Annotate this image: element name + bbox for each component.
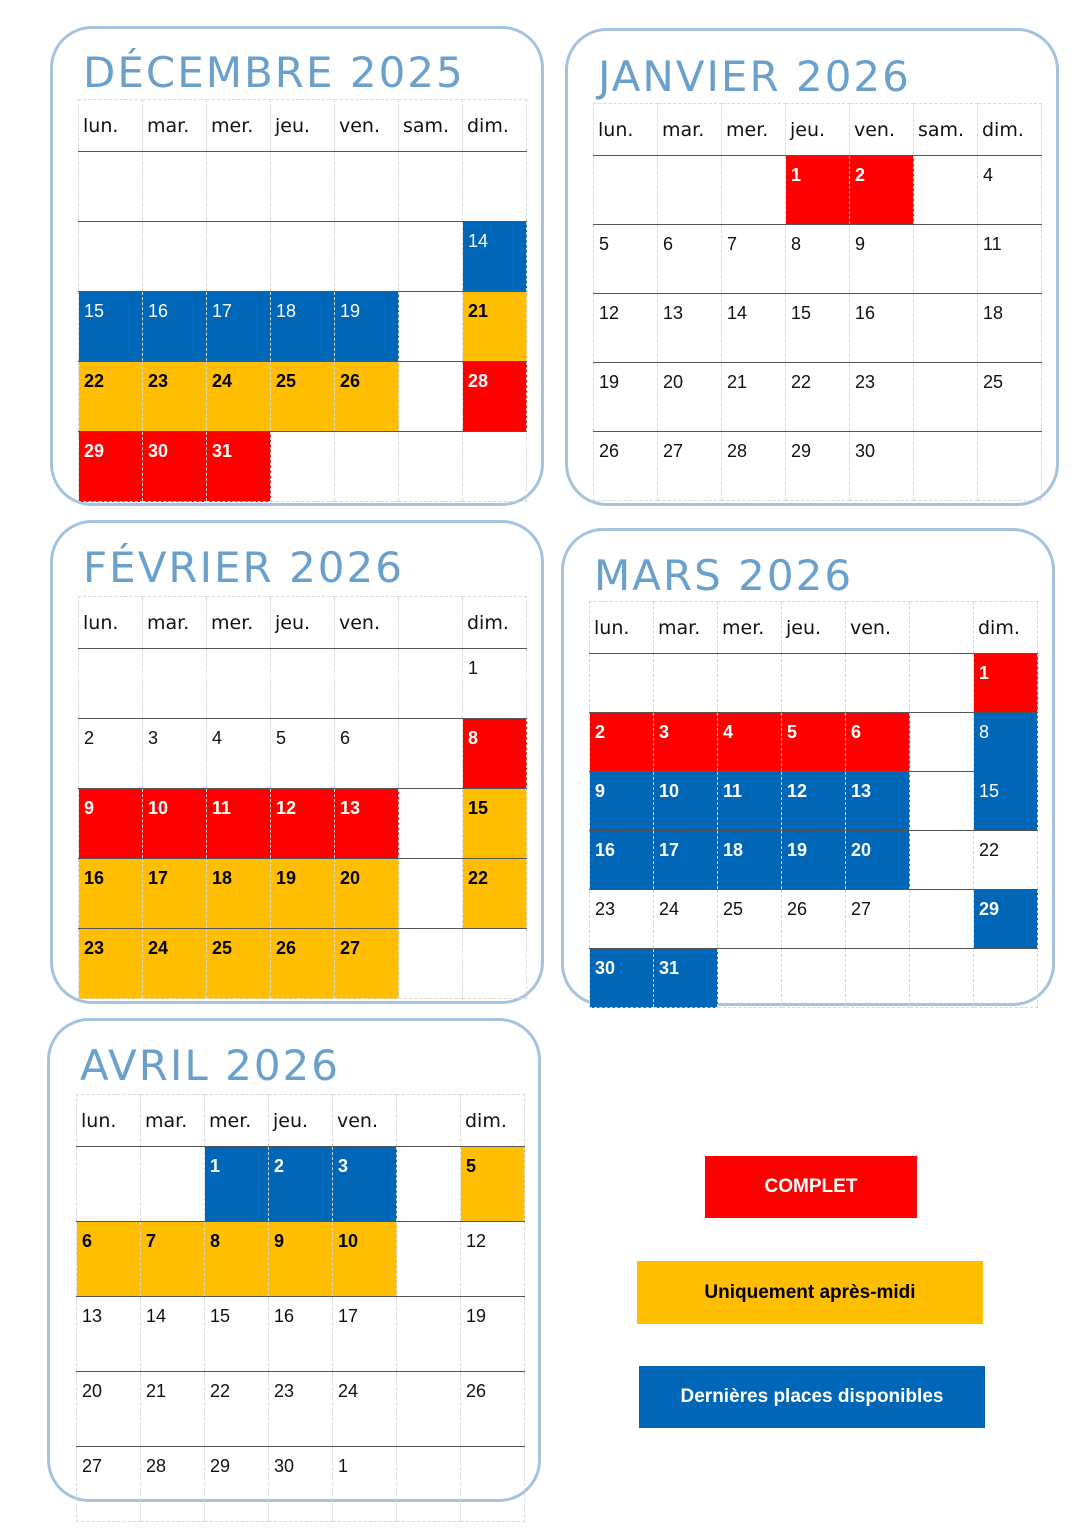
weekday-header: dim. bbox=[974, 602, 1038, 654]
week-row bbox=[77, 1222, 525, 1297]
week-row bbox=[594, 432, 1042, 501]
week-row bbox=[594, 156, 1042, 225]
weekday-header: ven. bbox=[335, 597, 399, 649]
day-cell: 22 bbox=[79, 362, 143, 432]
legend-dernieres-label: Dernières places disponibles bbox=[680, 1386, 944, 1407]
weekday-header: lun. bbox=[79, 597, 143, 649]
day-cell: 5 bbox=[271, 719, 335, 789]
day-cell: 2 bbox=[269, 1147, 333, 1222]
day-cell: 29 bbox=[205, 1447, 269, 1522]
day-cell: 13 bbox=[846, 772, 910, 831]
day-cell: 4 bbox=[207, 719, 271, 789]
day-cell: 1 bbox=[333, 1447, 397, 1522]
empty-day-cell bbox=[914, 363, 978, 432]
day-cell: 20 bbox=[658, 363, 722, 432]
empty-day-cell bbox=[463, 152, 527, 222]
day-cell: 13 bbox=[77, 1297, 141, 1372]
weekday-header: lun. bbox=[79, 100, 143, 152]
day-cell: 21 bbox=[141, 1372, 205, 1447]
week-row bbox=[77, 1297, 525, 1372]
day-cell: 25 bbox=[271, 362, 335, 432]
empty-day-cell bbox=[399, 859, 463, 929]
weekday-header-row bbox=[79, 597, 527, 649]
week-row bbox=[590, 831, 1038, 890]
day-cell: 6 bbox=[846, 713, 910, 772]
empty-day-cell bbox=[77, 1147, 141, 1222]
day-cell: 5 bbox=[594, 225, 658, 294]
day-cell: 1 bbox=[974, 654, 1038, 713]
weekday-header: mer. bbox=[207, 100, 271, 152]
day-cell: 26 bbox=[594, 432, 658, 501]
weekday-header: mar. bbox=[654, 602, 718, 654]
month-card-decembre-2025 bbox=[50, 26, 544, 506]
week-row bbox=[79, 362, 527, 432]
day-cell: 21 bbox=[722, 363, 786, 432]
empty-day-cell bbox=[399, 362, 463, 432]
day-cell: 3 bbox=[143, 719, 207, 789]
day-cell: 28 bbox=[141, 1447, 205, 1522]
day-cell: 16 bbox=[143, 292, 207, 362]
day-cell: 15 bbox=[205, 1297, 269, 1372]
weekday-header: ven. bbox=[846, 602, 910, 654]
empty-day-cell bbox=[914, 432, 978, 501]
day-cell: 28 bbox=[463, 362, 527, 432]
empty-day-cell bbox=[399, 432, 463, 502]
day-cell: 14 bbox=[722, 294, 786, 363]
empty-day-cell bbox=[910, 713, 974, 772]
day-cell: 24 bbox=[143, 929, 207, 999]
weekday-header: jeu. bbox=[782, 602, 846, 654]
empty-day-cell bbox=[397, 1297, 461, 1372]
empty-day-cell bbox=[782, 654, 846, 713]
empty-day-cell bbox=[910, 831, 974, 890]
legend-apres-midi-label: Uniquement après-midi bbox=[704, 1281, 916, 1303]
day-cell: 26 bbox=[782, 890, 846, 949]
day-cell: 23 bbox=[79, 929, 143, 999]
week-row bbox=[79, 649, 527, 719]
week-row bbox=[590, 949, 1038, 1008]
day-cell: 15 bbox=[79, 292, 143, 362]
weekday-header: ven. bbox=[850, 104, 914, 156]
month-card-mars-2026 bbox=[561, 528, 1055, 1006]
day-cell: 16 bbox=[79, 859, 143, 929]
day-cell: 2 bbox=[79, 719, 143, 789]
day-cell: 16 bbox=[850, 294, 914, 363]
empty-day-cell bbox=[335, 222, 399, 292]
empty-day-cell bbox=[910, 890, 974, 949]
empty-day-cell bbox=[658, 156, 722, 225]
day-cell: 14 bbox=[463, 222, 527, 292]
day-cell: 16 bbox=[269, 1297, 333, 1372]
day-cell: 17 bbox=[143, 859, 207, 929]
weekday-header: ven. bbox=[333, 1095, 397, 1147]
day-cell: 27 bbox=[77, 1447, 141, 1522]
weekday-header-row bbox=[590, 602, 1038, 654]
day-cell: 11 bbox=[718, 772, 782, 831]
calendar-grid bbox=[593, 103, 1042, 501]
weekday-header: mer. bbox=[718, 602, 782, 654]
day-cell: 20 bbox=[77, 1372, 141, 1447]
day-cell: 12 bbox=[782, 772, 846, 831]
day-cell: 20 bbox=[846, 831, 910, 890]
weekday-header: ven. bbox=[335, 100, 399, 152]
day-cell: 30 bbox=[269, 1447, 333, 1522]
day-cell: 10 bbox=[143, 789, 207, 859]
day-cell: 25 bbox=[207, 929, 271, 999]
day-cell: 21 bbox=[463, 292, 527, 362]
empty-day-cell bbox=[463, 432, 527, 502]
month-title: FÉVRIER 2026 bbox=[83, 543, 404, 592]
empty-day-cell bbox=[271, 222, 335, 292]
empty-day-cell bbox=[79, 649, 143, 719]
empty-day-cell bbox=[399, 292, 463, 362]
day-cell: 15 bbox=[786, 294, 850, 363]
day-cell: 8 bbox=[786, 225, 850, 294]
empty-day-cell bbox=[910, 654, 974, 713]
day-cell: 15 bbox=[974, 772, 1038, 831]
day-cell: 30 bbox=[143, 432, 207, 502]
day-cell: 9 bbox=[590, 772, 654, 831]
weekday-header-row bbox=[77, 1095, 525, 1147]
empty-day-cell bbox=[397, 1147, 461, 1222]
week-row bbox=[79, 432, 527, 502]
day-cell: 6 bbox=[77, 1222, 141, 1297]
empty-day-cell bbox=[846, 654, 910, 713]
calendar-grid bbox=[78, 99, 527, 502]
weekday-header: lun. bbox=[590, 602, 654, 654]
calendar-grid bbox=[76, 1094, 525, 1522]
day-cell: 7 bbox=[141, 1222, 205, 1297]
day-cell: 22 bbox=[786, 363, 850, 432]
day-cell: 8 bbox=[205, 1222, 269, 1297]
empty-day-cell bbox=[782, 949, 846, 1008]
week-row bbox=[590, 772, 1038, 831]
week-row bbox=[590, 713, 1038, 772]
day-cell: 13 bbox=[335, 789, 399, 859]
day-cell: 24 bbox=[207, 362, 271, 432]
weekday-header-row bbox=[594, 104, 1042, 156]
day-cell: 25 bbox=[978, 363, 1042, 432]
day-cell: 1 bbox=[463, 649, 527, 719]
empty-day-cell bbox=[846, 949, 910, 1008]
weekday-header: dim. bbox=[463, 597, 527, 649]
empty-day-cell bbox=[590, 654, 654, 713]
day-cell: 19 bbox=[335, 292, 399, 362]
weekday-header: dim. bbox=[978, 104, 1042, 156]
week-row bbox=[79, 719, 527, 789]
day-cell: 23 bbox=[590, 890, 654, 949]
weekday-header: lun. bbox=[77, 1095, 141, 1147]
month-card-avril-2026 bbox=[47, 1018, 541, 1502]
week-row bbox=[594, 363, 1042, 432]
weekday-header bbox=[397, 1095, 461, 1147]
weekday-header: dim. bbox=[461, 1095, 525, 1147]
day-cell: 7 bbox=[722, 225, 786, 294]
day-cell: 23 bbox=[850, 363, 914, 432]
day-cell: 5 bbox=[461, 1147, 525, 1222]
day-cell: 11 bbox=[978, 225, 1042, 294]
empty-day-cell bbox=[141, 1147, 205, 1222]
week-row bbox=[594, 225, 1042, 294]
month-title: MARS 2026 bbox=[594, 551, 854, 600]
day-cell: 26 bbox=[461, 1372, 525, 1447]
day-cell: 22 bbox=[205, 1372, 269, 1447]
empty-day-cell bbox=[399, 789, 463, 859]
day-cell: 12 bbox=[271, 789, 335, 859]
day-cell: 24 bbox=[654, 890, 718, 949]
empty-day-cell bbox=[397, 1447, 461, 1522]
empty-day-cell bbox=[461, 1447, 525, 1522]
empty-day-cell bbox=[399, 649, 463, 719]
day-cell: 19 bbox=[461, 1297, 525, 1372]
day-cell: 13 bbox=[658, 294, 722, 363]
weekday-header: jeu. bbox=[269, 1095, 333, 1147]
day-cell: 2 bbox=[850, 156, 914, 225]
week-row bbox=[77, 1372, 525, 1447]
day-cell: 1 bbox=[205, 1147, 269, 1222]
empty-day-cell bbox=[399, 152, 463, 222]
empty-day-cell bbox=[718, 654, 782, 713]
empty-day-cell bbox=[335, 432, 399, 502]
day-cell: 25 bbox=[718, 890, 782, 949]
legend-complet-label: COMPLET bbox=[764, 1176, 858, 1197]
day-cell: 18 bbox=[978, 294, 1042, 363]
day-cell: 29 bbox=[79, 432, 143, 502]
empty-day-cell bbox=[654, 654, 718, 713]
day-cell: 17 bbox=[654, 831, 718, 890]
empty-day-cell bbox=[79, 222, 143, 292]
day-cell: 12 bbox=[461, 1222, 525, 1297]
empty-day-cell bbox=[143, 649, 207, 719]
weekday-header bbox=[910, 602, 974, 654]
day-cell: 23 bbox=[269, 1372, 333, 1447]
weekday-header: jeu. bbox=[271, 597, 335, 649]
day-cell: 6 bbox=[335, 719, 399, 789]
day-cell: 28 bbox=[722, 432, 786, 501]
day-cell: 8 bbox=[974, 713, 1038, 772]
weekday-header: mar. bbox=[143, 100, 207, 152]
week-row bbox=[77, 1447, 525, 1522]
calendar-grid bbox=[78, 596, 527, 999]
empty-day-cell bbox=[399, 719, 463, 789]
day-cell: 20 bbox=[335, 859, 399, 929]
empty-day-cell bbox=[335, 649, 399, 719]
day-cell: 5 bbox=[782, 713, 846, 772]
month-card-janvier-2026 bbox=[565, 28, 1059, 506]
day-cell: 2 bbox=[590, 713, 654, 772]
empty-day-cell bbox=[914, 156, 978, 225]
week-row bbox=[79, 789, 527, 859]
weekday-header-row bbox=[79, 100, 527, 152]
day-cell: 29 bbox=[786, 432, 850, 501]
empty-day-cell bbox=[79, 152, 143, 222]
day-cell: 23 bbox=[143, 362, 207, 432]
empty-day-cell bbox=[914, 294, 978, 363]
week-row bbox=[77, 1147, 525, 1222]
day-cell: 14 bbox=[141, 1297, 205, 1372]
day-cell: 22 bbox=[974, 831, 1038, 890]
month-card-fevrier-2026 bbox=[50, 520, 544, 1004]
empty-day-cell bbox=[910, 949, 974, 1008]
weekday-header: mar. bbox=[141, 1095, 205, 1147]
empty-day-cell bbox=[207, 649, 271, 719]
empty-day-cell bbox=[974, 949, 1038, 1008]
day-cell: 18 bbox=[718, 831, 782, 890]
week-row bbox=[590, 654, 1038, 713]
day-cell: 8 bbox=[463, 719, 527, 789]
empty-day-cell bbox=[910, 772, 974, 831]
day-cell: 9 bbox=[79, 789, 143, 859]
empty-day-cell bbox=[914, 225, 978, 294]
week-row bbox=[79, 222, 527, 292]
day-cell: 11 bbox=[207, 789, 271, 859]
empty-day-cell bbox=[463, 929, 527, 999]
day-cell: 17 bbox=[207, 292, 271, 362]
weekday-header: dim. bbox=[463, 100, 527, 152]
weekday-header bbox=[399, 597, 463, 649]
empty-day-cell bbox=[722, 156, 786, 225]
day-cell: 26 bbox=[271, 929, 335, 999]
day-cell: 6 bbox=[658, 225, 722, 294]
empty-day-cell bbox=[397, 1222, 461, 1297]
day-cell: 12 bbox=[594, 294, 658, 363]
weekday-header: mer. bbox=[722, 104, 786, 156]
weekday-header: sam. bbox=[399, 100, 463, 152]
week-row bbox=[79, 292, 527, 362]
day-cell: 10 bbox=[333, 1222, 397, 1297]
empty-day-cell bbox=[397, 1372, 461, 1447]
legend-dernieres-places bbox=[639, 1366, 985, 1428]
day-cell: 19 bbox=[271, 859, 335, 929]
empty-day-cell bbox=[335, 152, 399, 222]
day-cell: 10 bbox=[654, 772, 718, 831]
calendar-grid bbox=[589, 601, 1038, 1008]
day-cell: 3 bbox=[333, 1147, 397, 1222]
day-cell: 30 bbox=[590, 949, 654, 1008]
empty-day-cell bbox=[978, 432, 1042, 501]
empty-day-cell bbox=[207, 222, 271, 292]
day-cell: 27 bbox=[846, 890, 910, 949]
day-cell: 16 bbox=[590, 831, 654, 890]
day-cell: 26 bbox=[335, 362, 399, 432]
day-cell: 18 bbox=[207, 859, 271, 929]
day-cell: 9 bbox=[850, 225, 914, 294]
day-cell: 31 bbox=[207, 432, 271, 502]
legend-complet bbox=[705, 1156, 917, 1218]
empty-day-cell bbox=[143, 152, 207, 222]
week-row bbox=[594, 294, 1042, 363]
weekday-header: lun. bbox=[594, 104, 658, 156]
empty-day-cell bbox=[271, 649, 335, 719]
day-cell: 27 bbox=[335, 929, 399, 999]
day-cell: 18 bbox=[271, 292, 335, 362]
day-cell: 31 bbox=[654, 949, 718, 1008]
day-cell: 30 bbox=[850, 432, 914, 501]
week-row bbox=[79, 152, 527, 222]
day-cell: 19 bbox=[594, 363, 658, 432]
day-cell: 29 bbox=[974, 890, 1038, 949]
empty-day-cell bbox=[399, 929, 463, 999]
day-cell: 4 bbox=[978, 156, 1042, 225]
weekday-header: mer. bbox=[207, 597, 271, 649]
day-cell: 1 bbox=[786, 156, 850, 225]
month-title: JANVIER 2026 bbox=[598, 52, 911, 101]
week-row bbox=[79, 859, 527, 929]
weekday-header: mar. bbox=[658, 104, 722, 156]
day-cell: 17 bbox=[333, 1297, 397, 1372]
day-cell: 19 bbox=[782, 831, 846, 890]
week-row bbox=[590, 890, 1038, 949]
weekday-header: sam. bbox=[914, 104, 978, 156]
day-cell: 15 bbox=[463, 789, 527, 859]
empty-day-cell bbox=[207, 152, 271, 222]
day-cell: 24 bbox=[333, 1372, 397, 1447]
empty-day-cell bbox=[271, 152, 335, 222]
day-cell: 9 bbox=[269, 1222, 333, 1297]
month-title: AVRIL 2026 bbox=[80, 1041, 340, 1090]
empty-day-cell bbox=[594, 156, 658, 225]
day-cell: 27 bbox=[658, 432, 722, 501]
day-cell: 22 bbox=[463, 859, 527, 929]
legend-apres-midi bbox=[637, 1261, 983, 1324]
empty-day-cell bbox=[718, 949, 782, 1008]
empty-day-cell bbox=[399, 222, 463, 292]
month-title: DÉCEMBRE 2025 bbox=[83, 48, 465, 97]
day-cell: 4 bbox=[718, 713, 782, 772]
weekday-header: mer. bbox=[205, 1095, 269, 1147]
empty-day-cell bbox=[271, 432, 335, 502]
week-row bbox=[79, 929, 527, 999]
empty-day-cell bbox=[143, 222, 207, 292]
weekday-header: mar. bbox=[143, 597, 207, 649]
weekday-header: jeu. bbox=[271, 100, 335, 152]
day-cell: 3 bbox=[654, 713, 718, 772]
weekday-header: jeu. bbox=[786, 104, 850, 156]
